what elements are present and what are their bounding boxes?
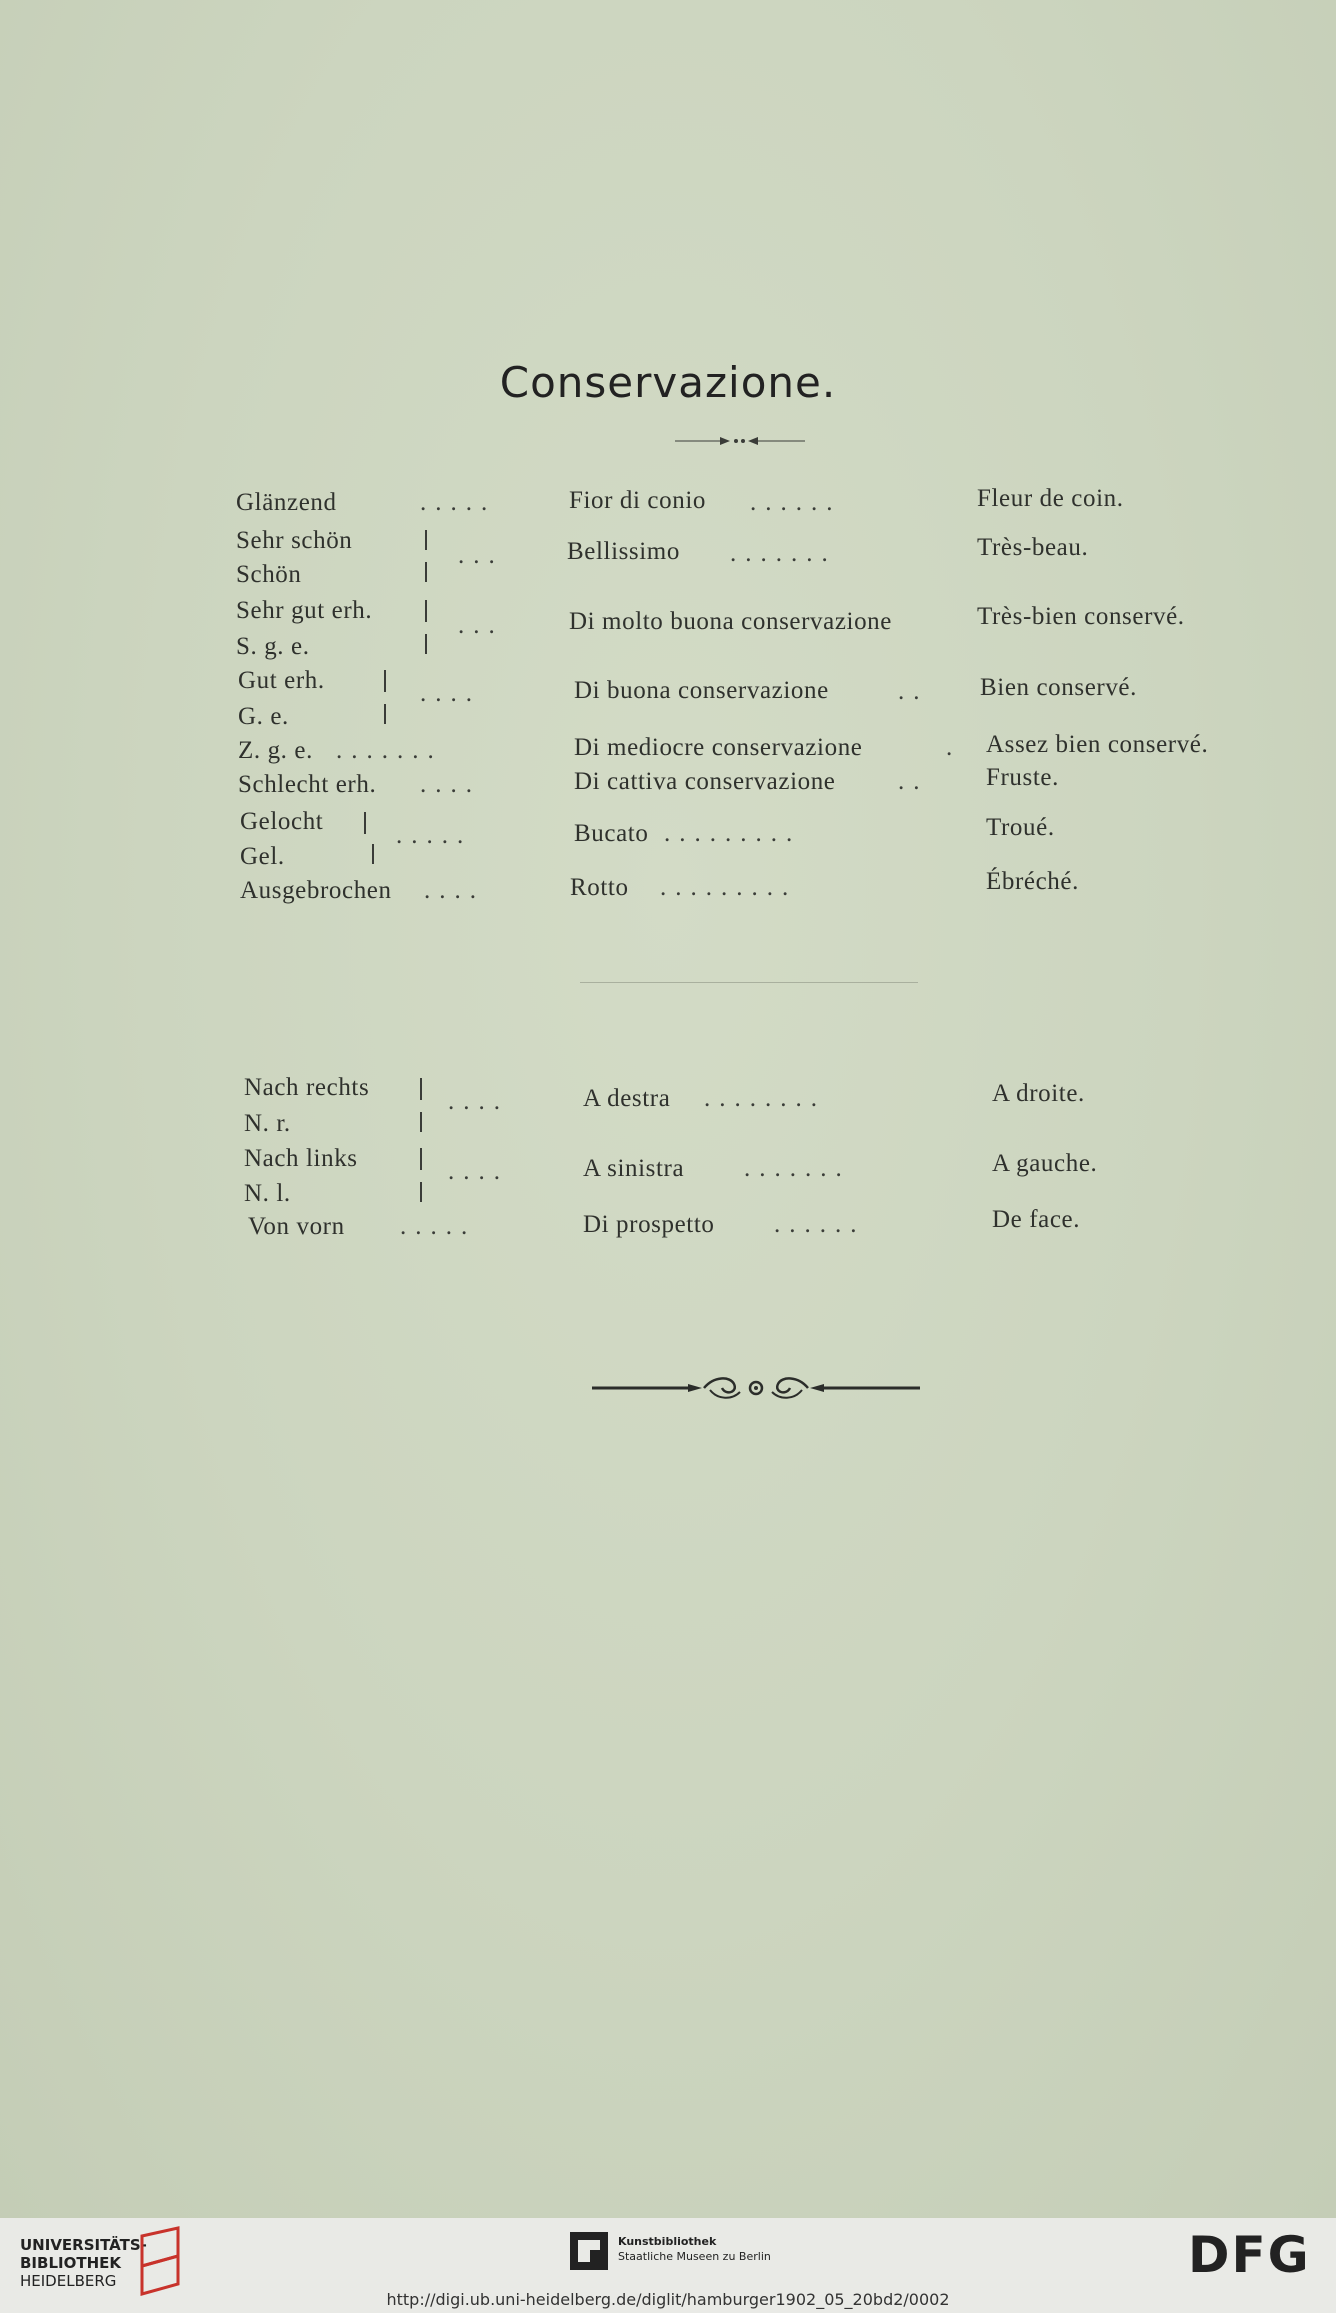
french-term: Fleur de coin. [977, 485, 1124, 512]
french-term: A gauche. [992, 1150, 1098, 1177]
small-ornament-divider [675, 432, 805, 450]
dot-leader: .. [898, 678, 929, 705]
dot-leader: ....... [336, 737, 443, 764]
dot-leader: ....... [744, 1155, 851, 1182]
dot-leader: ..... [400, 1213, 477, 1240]
bracket-mark [420, 1148, 422, 1170]
german-term: Nach rechts [244, 1074, 370, 1101]
german-term: Von vorn [248, 1213, 345, 1240]
french-term: Fruste. [986, 764, 1059, 791]
german-abbreviation: S. g. e. [236, 633, 310, 660]
bracket-mark [420, 1182, 422, 1202]
ornamental-flourish [592, 1370, 920, 1406]
dfg-logo: DFG [1188, 2226, 1311, 2284]
bracket-mark [425, 634, 427, 654]
italian-term: Bellissimo [567, 538, 680, 565]
digitization-footer [0, 2218, 1336, 2313]
bracket-mark [425, 530, 427, 550]
french-term: Troué. [986, 814, 1055, 841]
french-term: Très-beau. [977, 534, 1089, 561]
bracket-mark [420, 1078, 422, 1100]
german-term: Nach links [244, 1145, 358, 1172]
french-term: Assez bien conservé. [986, 731, 1209, 758]
bracket-mark [420, 1112, 422, 1132]
italian-term: A destra [583, 1085, 671, 1112]
dot-leader: ......... [664, 820, 802, 847]
dot-leader: ..... [396, 822, 473, 849]
italian-term: Di mediocre conservazione [574, 734, 863, 761]
dot-leader: . [946, 734, 962, 761]
dot-leader: ... [458, 612, 504, 639]
university-library-logo-text [20, 2236, 147, 2290]
german-term: Z. g. e. [238, 737, 313, 764]
page-title: Conservazione. [499, 358, 837, 407]
dot-leader: ..... [420, 489, 497, 516]
dot-leader: ... [458, 542, 504, 569]
german-abbreviation: N. r. [244, 1110, 291, 1137]
bracket-mark [372, 844, 374, 864]
kunstbibliothek-name: Kunstbibliothek [618, 2235, 717, 2248]
dot-leader: .... [420, 771, 481, 798]
bracket-mark [425, 600, 427, 622]
permalink-url[interactable]: http://digi.ub.uni-heidelberg.de/diglit/hamburger1902_05_20bd2/0002 [386, 2290, 950, 2309]
bracket-mark [384, 670, 386, 692]
german-term: Gut erh. [238, 667, 325, 694]
italian-term: Di buona conservazione [574, 677, 829, 704]
german-term: Glänzend [236, 489, 337, 516]
german-abbreviation: Schön [236, 561, 302, 588]
dot-leader: ......... [660, 874, 798, 901]
german-term: Schlecht erh. [238, 771, 377, 798]
german-term: Sehr schön [236, 527, 353, 554]
italian-term: Fior di conio [569, 487, 706, 514]
dot-leader: ...... [750, 489, 842, 516]
dot-leader: .... [420, 680, 481, 707]
german-term: Sehr gut erh. [236, 597, 373, 624]
german-term: Ausgebrochen [240, 877, 392, 904]
dot-leader: ...... [774, 1211, 866, 1238]
german-abbreviation: N. l. [244, 1180, 291, 1207]
french-term: Ébréché. [986, 868, 1079, 895]
italian-term: Rotto [570, 874, 629, 901]
library-city-line: HEIDELBERG [20, 2272, 117, 2290]
section-divider-line [580, 982, 918, 983]
italian-term: A sinistra [583, 1155, 685, 1182]
italian-term: Di molto buona conservazione [569, 608, 892, 635]
italian-term: Di cattiva conservazione [574, 768, 836, 795]
bracket-mark [425, 562, 427, 582]
dot-leader: .. [898, 768, 929, 795]
kunstbibliothek-subtitle: Staatliche Museen zu Berlin [618, 2250, 771, 2263]
dot-leader: ....... [730, 540, 837, 567]
german-abbreviation: G. e. [238, 703, 289, 730]
bracket-mark [364, 812, 366, 834]
kunstbibliothek-label [618, 2234, 771, 2264]
library-name-line: BIBLIOTHEK [20, 2254, 121, 2272]
french-term: A droite. [992, 1080, 1085, 1107]
dot-leader: ........ [704, 1085, 826, 1112]
bracket-mark [384, 704, 386, 724]
dot-leader: .... [424, 877, 485, 904]
german-abbreviation: Gel. [240, 843, 285, 870]
italian-term: Bucato [574, 820, 649, 847]
french-term: De face. [992, 1206, 1081, 1233]
french-term: Bien conservé. [980, 674, 1137, 701]
french-term: Très-bien conservé. [977, 603, 1185, 630]
kunstbibliothek-logo-icon [570, 2232, 608, 2270]
dot-leader: .... [448, 1158, 509, 1185]
dot-leader: .... [448, 1088, 509, 1115]
italian-term: Di prospetto [583, 1211, 715, 1238]
german-term: Gelocht [240, 808, 324, 835]
library-name-line: UNIVERSITÄTS- [20, 2236, 147, 2254]
